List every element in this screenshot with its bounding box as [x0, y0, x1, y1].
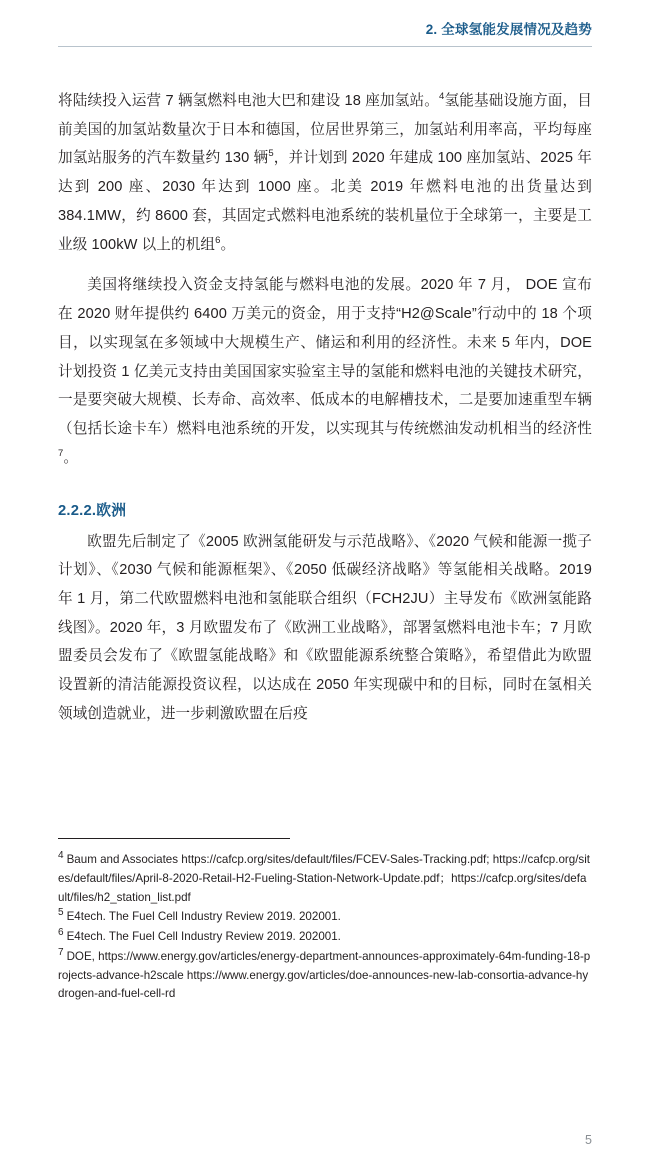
page-footer	[585, 1133, 592, 1147]
header-title: 2. 全球氢能发展情况及趋势	[425, 22, 592, 37]
footnote-text: E4tech. The Fuel Cell Industry Review 2019. 202001.	[66, 910, 341, 924]
footnote-divider	[58, 838, 290, 839]
paragraph-3: 欧盟先后制定了《2005 欧洲氢能研发与示范战略》、《2020 气候和能源一揽子计划》、《2030 气候和能源框架》、《2050 低碳经济战略》等氢能相关战略。2019 年 1 月，第二代欧盟燃料电池和氢能联合组织（FCH2JU）主导发布《欧洲氢能路线图》。2020 年，3 月欧盟发布了《欧洲工业战略》，部署氢燃料电池卡车；7 月欧盟委员会发布了《欧盟氢能战略》和《欧盟能源系统整合策略》，希望借此为欧盟设置新的清洁能源投资议程，以达成在 2050 年实现碳中和的目标，同时在氢相关领域创造就业，进一步刺激欧盟在后疫	[58, 533, 592, 722]
section-heading: 2.2.2.欧洲	[58, 502, 127, 519]
paragraph-1-text: 将陆续投入运营 7 辆氢燃料电池大巴和建设 18 座加氢站。	[58, 93, 439, 109]
footnote-mark: 6	[58, 927, 64, 939]
footnote-mark: 4	[58, 850, 64, 862]
footnote-item	[58, 908, 592, 927]
footnote-area	[58, 838, 592, 1005]
paragraph-1-text-end: 。	[220, 236, 236, 253]
footnote-text: E4tech. The Fuel Cell Industry Review 2019. 202001.	[66, 930, 341, 944]
paragraph-1	[58, 87, 592, 259]
footnote-mark: 7	[58, 947, 64, 959]
header-divider	[58, 46, 592, 47]
page-content	[58, 87, 592, 729]
paragraph-2	[58, 271, 592, 472]
paragraph-1-text-cont: 氢能基础设施方面，目前美国的加氢站数量次于日本和德国，位居世界第三，加氢站利用率高，平均每座加氢站服务的汽车数量约 130 辆	[58, 93, 592, 167]
paragraph-2-text-end: 。	[63, 449, 79, 466]
footnote-ref-6[interactable]: 6	[215, 234, 221, 246]
paragraph-2-text: 美国将继续投入资金支持氢能与燃料电池的发展。2020 年 7 月， DOE 宣布在 2020 财年提供约 6400 万美元的资金，用于支持“H2@Scale”行动中的 18 个项目，以实现氢在多领域中大规模生产、储运和利用的经济性。未来 5 年内，DOE 计划投资 1 亿美元支持由美国国家实验室主导的氢能和燃料电池的关键技术研究，一是要突破大规模、长寿命、高效率、低成本的电解槽技术，二是要加速重型车辆（包括长途卡车）燃料电池系统的开发，以实现其与传统燃油发动机相当的经济性	[58, 277, 592, 438]
footnote-ref-5[interactable]: 5	[268, 148, 274, 160]
page-header	[58, 0, 592, 38]
footnote-ref-4[interactable]: 4	[439, 91, 445, 103]
paragraph-1-text-cont2: ，并计划到 2020 年建成 100 座加氢站、2025 年达到 200 座、2030 年达到 1000 座。北美 2019 年燃料电池的出货量达到 384.1MW，约 8600 套，其固定式燃料电池系统的装机量位于全球第一，主要是工业级 100kW 以上的机组	[58, 150, 592, 253]
footnote-item	[58, 948, 592, 1004]
footnote-text: DOE, https://www.energy.gov/articles/energy-department-announces-approximately-64m-funding-18-projects-advance-h2scale https://www.energy.gov/articles/doe-announces-new-lab-consortia-advance-hydrogen-and-fuel-cell-rd	[58, 949, 591, 1001]
footnote-item	[58, 928, 592, 947]
footnote-ref-7[interactable]: 7	[58, 447, 64, 459]
footnote-item	[58, 851, 592, 907]
page-number: 5	[585, 1133, 592, 1147]
footnote-text: Baum and Associates https://cafcp.org/sites/default/files/FCEV-Sales-Tracking.pdf; https://cafcp.org/sites/default/files/April-8-2020-Retail-H2-Fueling-Station-Network-Update.pdf；https://cafcp.org/sites/default/files/h2_station_list.pdf	[58, 853, 591, 904]
footnote-mark: 5	[58, 907, 64, 919]
